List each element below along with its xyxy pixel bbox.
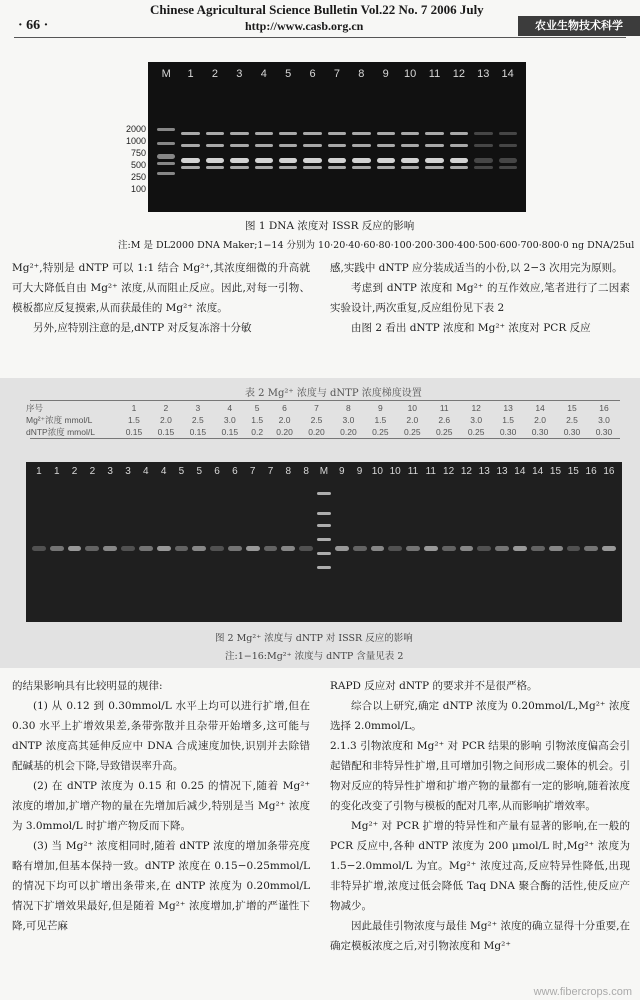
table-cell: 2 xyxy=(163,403,169,413)
figure1-band xyxy=(157,128,175,131)
figure2-band xyxy=(477,546,491,551)
figure2-marker-band xyxy=(317,566,331,569)
figure2-band xyxy=(68,546,82,551)
table-cell: 3.0 xyxy=(342,415,355,425)
figure1-band xyxy=(401,144,419,147)
figure2-band xyxy=(406,546,420,551)
figure2-lane-label: 1 xyxy=(53,466,60,477)
figure1-band xyxy=(255,158,273,163)
table-cell: 0.20 xyxy=(276,427,293,437)
figure2-lane-label: 12 xyxy=(443,466,455,477)
figure1-band xyxy=(255,166,273,169)
figure1-band xyxy=(474,132,492,135)
figure2-band xyxy=(121,546,135,551)
table-cell: 11 xyxy=(439,403,449,413)
figure2-lane-label: 3 xyxy=(125,466,131,477)
figure1-lane-label: M xyxy=(161,68,171,80)
table-cell: 13 xyxy=(503,403,513,413)
figure2-marker-band xyxy=(317,552,331,555)
journal-url[interactable]: http://www.casb.org.cn xyxy=(245,19,364,33)
figure2-lane-label: 6 xyxy=(232,466,238,477)
table-cell: 1.5 xyxy=(374,415,387,425)
figure2-band xyxy=(281,546,295,551)
figure1-band xyxy=(279,166,297,169)
figure2-band xyxy=(85,546,99,551)
figure1-band xyxy=(450,166,468,169)
figure1-lane-label: 11 xyxy=(428,68,441,80)
figure2-band xyxy=(175,546,189,551)
figure1-band xyxy=(401,158,419,163)
figure1-band xyxy=(377,166,395,169)
table-cell: 3 xyxy=(195,403,201,413)
right-bottom-paragraph: Mg²⁺ 对 PCR 扩增的特异性和产量有显著的影响,在一般的 PCR 反应中,各种 dNTP 浓度为 200 μmol/L 时,Mg²⁺ 浓度为 1.5−2.0mmol/L 为宜。Mg²⁺ 浓度过高,反应特异性降低,出现非特异扩增,浓度过低会降低 Taq DNA 聚合酶的活性,使反应产物减少。 xyxy=(330,820,630,912)
figure1-band xyxy=(279,144,297,147)
right-bottom-paragraph: 综合以上研究,确定 dNTP 浓度为 0.20mmol/L,Mg²⁺ 浓度选择 2.0mmol/L。 xyxy=(330,700,630,732)
figure2-band xyxy=(139,546,153,551)
figure1-lane-label: 8 xyxy=(358,68,365,80)
figure2-marker-band xyxy=(317,538,331,541)
figure1-note: 注:M 是 DL2000 DNA Maker;1−14 分别为 10·20·40·60·80·100·200·300·400·500·600·700·800·0 ng DNA/25ul xyxy=(118,240,635,251)
figure1-lane-label: 6 xyxy=(309,68,316,80)
figure2-marker-band xyxy=(317,524,331,527)
table-cell: 2.0 xyxy=(406,415,419,425)
figure1-band xyxy=(377,144,395,147)
figure1-lane-label: 3 xyxy=(236,68,243,80)
figure2-lane-label: M xyxy=(319,466,329,477)
figure2-band xyxy=(210,546,224,551)
figure2-band xyxy=(228,546,242,551)
table-cell: 2.6 xyxy=(438,415,451,425)
left-bottom-paragraph: 的结果影响具有比较明显的规律: xyxy=(12,680,163,692)
figure1-band xyxy=(425,166,443,169)
figure2-block xyxy=(0,378,640,668)
figure2-band xyxy=(335,546,349,551)
table-cell: 2.5 xyxy=(310,415,323,425)
figure1-band xyxy=(401,132,419,135)
table2 xyxy=(26,402,620,438)
table-cell: 0.30 xyxy=(499,427,517,437)
table-cell: 0.25 xyxy=(404,427,421,437)
figure2-band xyxy=(157,546,171,551)
figure2-lane-label: 10 xyxy=(389,466,401,477)
figure1-band xyxy=(352,158,370,163)
figure2-lane-label: 6 xyxy=(214,466,220,477)
figure1-band xyxy=(425,158,443,163)
figure1-lane-label: 12 xyxy=(452,68,465,80)
figure2-lane-label: 11 xyxy=(425,466,436,477)
left-bottom-paragraph: (3) 当 Mg²⁺ 浓度相同时,随着 dNTP 浓度的增加条带亮度略有增加,但基本保持一致。dNTP 浓度在 0.15−0.25mmol/L 的情况下均可以扩增出条带来,在 dNTP 浓度为 0.20mmol/L 情况下扩增效果最好,但是随着 Mg²⁺ 浓度增加,扩增的严谨性下降,可见芒麻 xyxy=(12,840,310,932)
figure1-lane-label: 14 xyxy=(501,68,514,80)
table2-title: 表 2 Mg²⁺ 浓度与 dNTP 浓度梯度设置 xyxy=(245,388,422,399)
figure2-lane-label: 15 xyxy=(549,466,562,477)
figure1-lane-label: 4 xyxy=(260,68,267,80)
figure1-band xyxy=(450,158,468,163)
figure2-band xyxy=(567,546,581,551)
figure1-band xyxy=(181,132,199,135)
table-cell: 2.0 xyxy=(534,415,546,425)
figure2-lane-label: 7 xyxy=(249,466,256,477)
figure2-lane-label: 16 xyxy=(603,466,615,477)
figure1-lane-label: 10 xyxy=(403,68,417,80)
table-cell: 4 xyxy=(227,403,233,413)
figure2-lane-label: 8 xyxy=(303,466,309,477)
figure1-band xyxy=(206,166,224,169)
figure1-band xyxy=(328,132,346,135)
table-row xyxy=(26,402,620,414)
table-row xyxy=(26,414,620,426)
figure1-band xyxy=(255,132,273,135)
figure1-band xyxy=(401,166,419,169)
figure1-band xyxy=(206,132,224,135)
table-cell: 2.5 xyxy=(566,415,578,425)
table-cell: 0.15 xyxy=(125,427,143,437)
right-bottom-paragraph: 因此最佳引物浓度与最佳 Mg²⁺ 浓度的确立显得十分重要,在确定模板浓度之后,对引物浓度和 Mg²⁺ xyxy=(330,920,630,952)
section-badge: 农业生物技术科学 xyxy=(518,16,640,36)
figure1-band xyxy=(206,158,224,163)
figure1-band xyxy=(157,154,175,159)
figure2-lane-label: 2 xyxy=(89,466,96,477)
table-cell: 0.25 xyxy=(435,427,453,437)
figure1-band xyxy=(181,166,199,169)
table-cell: 2.0 xyxy=(278,415,291,425)
figure2-band xyxy=(584,546,598,551)
figure1-band xyxy=(474,166,492,169)
figure1-band xyxy=(303,158,321,163)
figure2-lane-label: 9 xyxy=(356,466,363,477)
right-top-paragraph: 由图 2 看出 dNTP 浓度和 Mg²⁺ 浓度对 PCR 反应 xyxy=(351,322,591,334)
figure1-title: 图 1 DNA 浓度对 ISSR 反应的影响 xyxy=(245,220,415,232)
figure1-band xyxy=(303,144,321,147)
figure2-lane-label: 7 xyxy=(267,466,274,477)
figure2-lane-label: 13 xyxy=(478,466,490,477)
figure1-marker-label: 750 xyxy=(130,148,146,158)
figure1-band xyxy=(303,132,321,135)
table-cell: 14 xyxy=(535,403,545,413)
figure1-band xyxy=(425,144,443,147)
table-cell: 12 xyxy=(471,403,481,413)
left-bottom-column xyxy=(12,676,310,936)
figure2-lane-label: 5 xyxy=(178,466,185,477)
figure2-gel xyxy=(26,462,622,622)
table-cell: dNTP浓度 mmol/L xyxy=(26,427,95,437)
figure1-band xyxy=(328,158,346,163)
table-cell: 10 xyxy=(407,403,418,413)
figure1-band xyxy=(499,132,517,135)
table-row xyxy=(26,426,620,438)
figure2-band xyxy=(424,546,438,551)
figure1-band xyxy=(230,158,248,163)
table-cell: 3.0 xyxy=(223,415,236,425)
figure2-band xyxy=(549,546,563,551)
right-top-paragraph: 感,实践中 dNTP 应分装成适当的小份,以 2−3 次用完为原则。 xyxy=(330,262,623,274)
figure1-band xyxy=(377,132,395,135)
figure2-band xyxy=(50,546,64,551)
figure2-band xyxy=(442,546,456,551)
figure1-band xyxy=(425,132,443,135)
table-cell: 16 xyxy=(599,403,609,413)
table-cell: 2.5 xyxy=(191,415,204,425)
table-cell: 0.20 xyxy=(308,427,325,437)
figure1-lane-label: 13 xyxy=(477,68,490,80)
table-cell: 7 xyxy=(314,403,319,413)
left-top-column xyxy=(12,258,310,338)
table-cell: 0.20 xyxy=(340,427,357,437)
figure2-lane-label: 2 xyxy=(71,466,78,477)
table-cell: 0.30 xyxy=(563,427,581,437)
table-cell: 3.0 xyxy=(598,415,610,425)
table-cell: 0.25 xyxy=(467,427,485,437)
table-cell: 0.15 xyxy=(221,427,239,437)
figure2-band xyxy=(103,546,117,551)
table-cell: 0.25 xyxy=(372,427,389,437)
left-bottom-paragraph: (1) 从 0.12 到 0.30mmol/L 水平上均可以进行扩增,但在 0.30 水平上扩增效果差,条带弥散并且杂带开始增多,这可能与 dNTP 浓度高其延伸反应中 DNA 合成速度加快,识别并去除错配碱基的机会下降,导致错误率升高。 xyxy=(12,700,310,772)
table-cell: 0.30 xyxy=(595,427,613,437)
left-top-paragraph: 另外,应特别注意的是,dNTP 对反复冻溶十分敏 xyxy=(33,322,252,334)
figure2-lane-label: 1 xyxy=(36,466,42,477)
figure1-band xyxy=(450,132,468,135)
figure2-band xyxy=(495,546,509,551)
figure2-lane-label: 14 xyxy=(514,466,526,477)
figure1-band xyxy=(230,144,248,147)
table-cell: 15 xyxy=(567,403,577,413)
figure1-lane-label: 5 xyxy=(285,68,292,80)
page-number: · 66 · xyxy=(18,18,49,33)
figure2-lane-label: 12 xyxy=(460,466,472,477)
table-cell: 2.0 xyxy=(159,415,172,425)
figure1-band xyxy=(352,144,370,147)
figure1-marker-labels xyxy=(118,124,146,196)
figure1-band xyxy=(499,158,517,163)
right-bottom-column xyxy=(330,676,630,956)
figure2-lane-label: 3 xyxy=(107,466,113,477)
figure1-band xyxy=(303,166,321,169)
table-cell: 1.5 xyxy=(251,415,264,425)
table-cell: 3.0 xyxy=(470,415,483,425)
figure2-lane-label: 5 xyxy=(196,466,202,477)
figure2-lane-label: 16 xyxy=(585,466,597,477)
figure2-lane-label: 15 xyxy=(567,466,579,477)
figure1-band xyxy=(499,144,517,147)
figure2-marker-band xyxy=(317,512,331,515)
figure1-band xyxy=(206,144,224,147)
figure1-band xyxy=(181,144,199,147)
table-cell: 1 xyxy=(131,403,137,413)
figure2-band xyxy=(460,546,474,551)
figure2-band xyxy=(299,546,313,551)
table-cell: 6 xyxy=(282,403,287,413)
figure1-band xyxy=(157,162,175,165)
header-rule xyxy=(14,37,626,38)
figure1-marker-label: 1000 xyxy=(125,136,146,146)
figure2-lane-label: 11 xyxy=(407,466,419,477)
right-bottom-paragraph: 2.1.3 引物浓度和 Mg²⁺ 对 PCR 结果的影响 引物浓度偏高会引起错配和非特异性扩增,且可增加引物之间形成二聚体的机会。引物对反应的特异性扩增和扩增产物的量都有一定的影响,随着浓度的变化改变了引物与模板的配对几率,从而影响扩增效率。 xyxy=(330,740,630,812)
figure2-band xyxy=(531,546,545,551)
figure2-lane-label: 10 xyxy=(371,466,383,477)
table-cell: 0.15 xyxy=(189,427,207,437)
figure1-band xyxy=(474,158,492,163)
figure2-marker-band xyxy=(317,492,331,495)
figure1-band xyxy=(255,144,273,147)
right-top-column xyxy=(330,258,630,338)
figure1-band xyxy=(157,172,175,175)
figure2-band xyxy=(246,546,260,551)
figure1-band xyxy=(474,144,492,147)
table-cell: 1.5 xyxy=(502,415,515,425)
figure2-lane-label: 4 xyxy=(143,466,149,477)
figure1-marker-label: 100 xyxy=(130,184,146,194)
left-bottom-paragraph: (2) 在 dNTP 浓度为 0.15 和 0.25 的情况下,随着 Mg²⁺ 浓度的增加,扩增产物的量在先增加后减少,特别是当 Mg²⁺ 浓度为 3.0mmol/L 时扩增产物反而下降。 xyxy=(12,780,310,832)
figure1-band xyxy=(181,158,199,163)
figure2-band xyxy=(513,546,527,551)
table-cell: 序号 xyxy=(26,403,44,413)
figure1-band xyxy=(352,166,370,169)
figure1-marker-label: 2000 xyxy=(125,124,146,134)
figure1-band xyxy=(279,158,297,163)
figure1-lane-label: 1 xyxy=(187,68,194,80)
figure2-band xyxy=(32,546,46,551)
table-cell: 5 xyxy=(254,403,260,413)
figure1-band xyxy=(230,132,248,135)
figure2-title: 图 2 Mg²⁺ 浓度与 dNTP 对 ISSR 反应的影响 xyxy=(215,633,413,644)
figure1-marker-label: 250 xyxy=(130,172,146,182)
table-cell: 8 xyxy=(346,403,351,413)
figure1-lane-label: 7 xyxy=(333,68,340,80)
figure1-band xyxy=(499,166,517,169)
figure1-band xyxy=(230,166,248,169)
figure2-lane-label: 14 xyxy=(532,466,544,477)
left-top-paragraph: Mg²⁺,特别是 dNTP 可以 1:1 结合 Mg²⁺,其浓度细微的升高就可大大降低自由 Mg²⁺ 浓度,从而阻止反应。因此,对每一引物、模板都应反复摸索,从而获最佳的 Mg²⁺ 浓度。 xyxy=(12,262,310,314)
figure2-band xyxy=(388,546,402,551)
figure1-band xyxy=(450,144,468,147)
figure2-lane-label: 4 xyxy=(160,466,167,477)
figure2-note: 注:1−16:Mg²⁺ 浓度与 dNTP 含量见表 2 xyxy=(225,651,404,662)
table-cell: 0.30 xyxy=(531,427,549,437)
figure2-band xyxy=(192,546,206,551)
figure2-lane-label: 8 xyxy=(285,466,292,477)
table-cell: 1.5 xyxy=(128,415,140,425)
table-cell: 9 xyxy=(377,403,383,413)
figure2-lane-label: 13 xyxy=(496,466,508,477)
figure1-band xyxy=(328,144,346,147)
figure2-band xyxy=(353,546,367,551)
figure1-band xyxy=(377,158,395,163)
figure1-marker-label: 500 xyxy=(130,160,146,170)
figure1-lane-label: 2 xyxy=(211,68,219,80)
figure1-lane-label: 9 xyxy=(382,68,389,80)
figure1-gel xyxy=(148,62,526,212)
table-cell: 0.15 xyxy=(157,427,175,437)
watermark: www.fibercrops.com xyxy=(533,986,632,998)
figure2-band xyxy=(602,546,616,551)
table-cell: 0.2 xyxy=(251,427,264,437)
figure1-band xyxy=(328,166,346,169)
figure1-band xyxy=(352,132,370,135)
right-bottom-paragraph: RAPD 反应对 dNTP 的要求并不是很严格。 xyxy=(330,680,538,692)
table-cell: Mg²⁺浓度 mmol/L xyxy=(26,415,93,425)
journal-header: Chinese Agricultural Science Bulletin Vol.22 No. 7 2006 July xyxy=(150,2,484,17)
figure2-lane-label: 9 xyxy=(338,466,345,477)
figure2-band xyxy=(264,546,278,551)
figure1-band xyxy=(279,132,297,135)
figure2-band xyxy=(371,546,385,551)
right-top-paragraph: 考虑到 dNTP 浓度和 Mg²⁺ 的互作效应,笔者进行了二因素实验设计,两次重复,反应组份见下表 2 xyxy=(330,282,630,314)
figure1-band xyxy=(157,142,175,145)
